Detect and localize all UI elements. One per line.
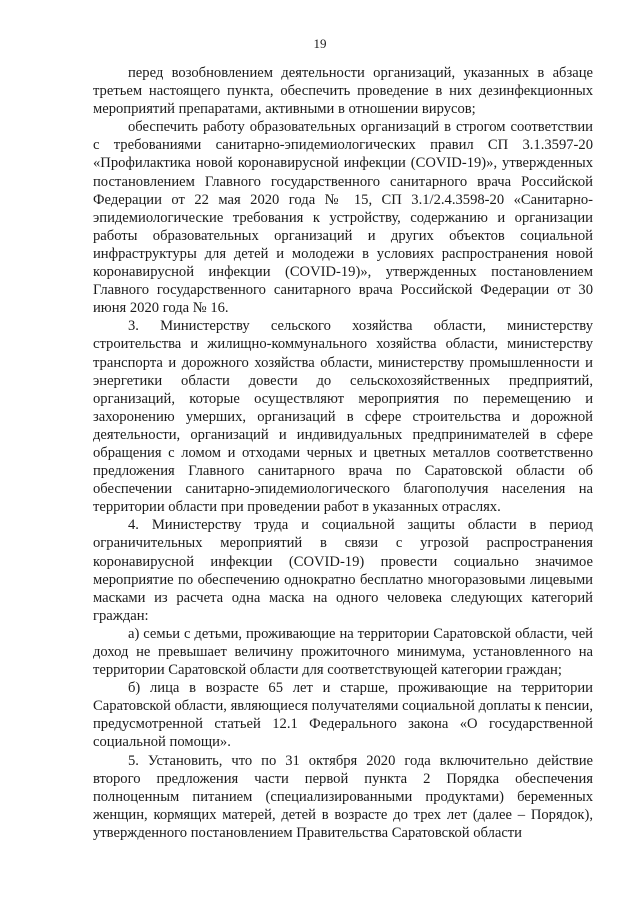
paragraph-disinfection: перед возобновлением деятельности организаций, указанных в абзаце третьем настоящего пункта, обеспечить проведение в них дезинфекционных мероприятий препаратами, активными в отношении вирусов; xyxy=(93,65,593,118)
paragraph-item-4: 4. Министерству труда и социальной защиты области в период ограничительных мероприятий в связи с угрозой распространения коронавирусной инфекции (COVID-19) провести социально значимое мероприятие по обеспечению однократно бесплатно многоразовыми лицевыми масками из расчета одна маска на одного человека следующих категорий граждан: xyxy=(93,517,593,624)
paragraph-item-4b: б) лица в возрасте 65 лет и старше, проживающие на территории Саратовской области, являющиеся получателями социальной доплаты к пенсии, предусмотренной статьей 12.1 Федерального закона «О государственной социальной помощи». xyxy=(93,680,593,751)
paragraph-item-5: 5. Установить, что по 31 октября 2020 года включительно действие второго предложения части первой пункта 2 Порядка обеспечения полноценным питанием (специализированными продуктами) беременных женщин, кормящих матерей, детей в возрасте до трех лет (далее – Порядок), утвержденного постановлением Правительства Саратовской области xyxy=(93,752,593,841)
document-body xyxy=(93,64,593,842)
page-number: 19 xyxy=(313,36,327,51)
paragraph-item-3: 3. Министерству сельского хозяйства области, министерству строительства и жилищно-коммунального хозяйства области, министерству транспорта и дорожного хозяйства области, министерству промышленности и энергетики области довести до сельскохозяйственных предприятий, организаций, которые осуществляют мероприятия по перемещению и захоронению умерших, организаций в сфере строительства и дорожной деятельности, организаций и индивидуальных предпринимателей в сфере обращения с ломом и отходами черных и цветных металлов соответственно предложения Главного санитарного врача по Саратовской области об обеспечении санитарно-эпидемиологического благополучия населения на территории области при проведении работ в указанных отраслях. xyxy=(93,318,593,516)
paragraph-education-orgs: обеспечить работу образовательных организаций в строгом соответствии с требованиями санитарно-эпидемиологических правил СП 3.1.3597-20 «Профилактика новой коронавирусной инфекции (COVID-19)», утвержденных постановлением Главного государственного санитарного врача Российской Федерации от 22 мая 2020 года № 15, СП 3.1/2.4.3598-20 «Санитарно-эпидемиологические требования к устройству, содержанию и организации работы образовательных организаций и других объектов социальной инфраструктуры для детей и молодежи в условиях распространения новой коронавирусной инфекции (COVID-19)», утвержденных постановлением Главного государственного санитарного врача Российской Федерации от 30 июня 2020 года № 16. xyxy=(93,119,593,317)
paragraph-item-4a: а) семьи с детьми, проживающие на территории Саратовской области, чей доход не превышает величину прожиточного минимума, установленного на территории Саратовской области для соответствующей категории граждан; xyxy=(93,625,593,679)
